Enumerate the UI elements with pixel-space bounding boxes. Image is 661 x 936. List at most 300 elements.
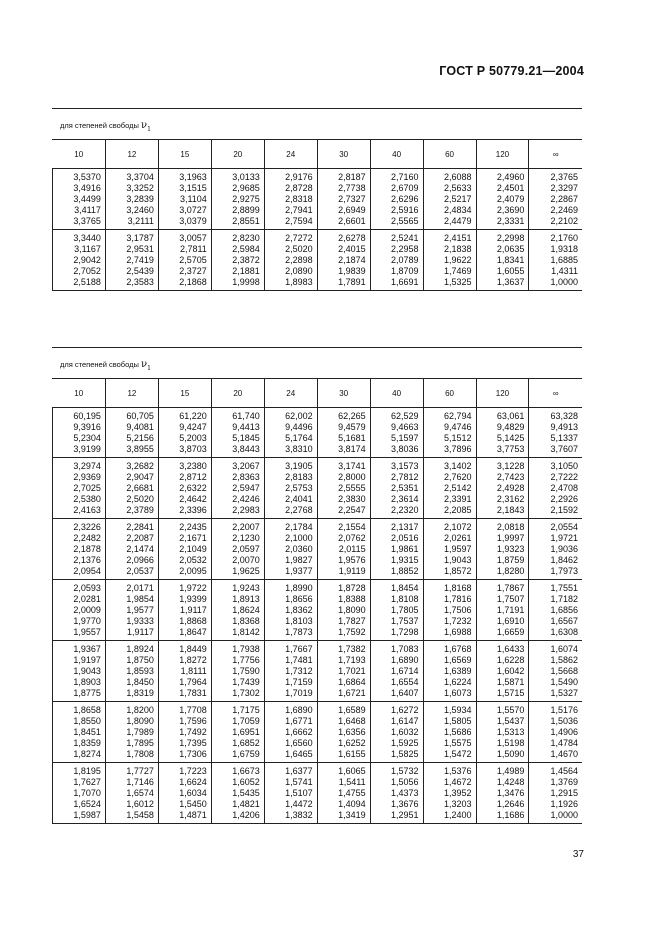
value: 1,6691 bbox=[391, 277, 419, 287]
value: 2,1868 bbox=[179, 277, 207, 287]
value: 2,2087 bbox=[126, 533, 154, 543]
value: 1,7831 bbox=[179, 688, 207, 698]
value: 2,4163 bbox=[73, 505, 101, 515]
value: 1,6073 bbox=[443, 688, 472, 698]
value: 3,1167 bbox=[74, 244, 101, 254]
value: 2,4834 bbox=[443, 205, 472, 215]
value: 2,5020 bbox=[285, 244, 313, 254]
value: 1,8388 bbox=[338, 594, 366, 604]
value: 1,5437 bbox=[496, 716, 525, 726]
value: 1,7989 bbox=[126, 727, 154, 737]
value: 1,6890 bbox=[391, 655, 419, 665]
value: 1,7175 bbox=[232, 705, 260, 715]
value: 2,9176 bbox=[285, 172, 313, 182]
value: 1,6856 bbox=[550, 605, 578, 615]
value: 1,6034 bbox=[179, 788, 207, 798]
value-cell bbox=[264, 580, 317, 641]
value: 2,1881 bbox=[232, 266, 260, 276]
value: 1,0000 bbox=[550, 277, 578, 287]
value: 1,6673 bbox=[232, 766, 260, 776]
column-header: 10 bbox=[53, 379, 106, 408]
value: 2,0597 bbox=[232, 544, 260, 554]
value-cell bbox=[105, 519, 158, 580]
value-cell bbox=[476, 763, 529, 824]
value-cell bbox=[476, 702, 529, 763]
value: 9,3916 bbox=[73, 422, 101, 432]
value-cell bbox=[529, 641, 582, 702]
value: 1,9997 bbox=[496, 533, 525, 543]
value: 2,4708 bbox=[550, 483, 578, 493]
value: 1,9117 bbox=[127, 627, 154, 637]
value: 2,8712 bbox=[179, 472, 207, 482]
value-cell bbox=[105, 580, 158, 641]
value: 2,5984 bbox=[232, 244, 260, 254]
value-cell bbox=[317, 408, 370, 458]
value: 1,8090 bbox=[338, 605, 366, 615]
f-distribution-table-bottom bbox=[52, 347, 582, 824]
value: 2,0966 bbox=[126, 555, 154, 565]
value: 1,8274 bbox=[73, 749, 101, 759]
value: 3,3440 bbox=[73, 233, 101, 243]
value: 1,7232 bbox=[443, 616, 472, 626]
value: 2,2958 bbox=[391, 244, 419, 254]
value: 2,4928 bbox=[496, 483, 525, 493]
value: 2,5565 bbox=[391, 216, 419, 226]
value: 2,8230 bbox=[232, 233, 260, 243]
value: 2,3789 bbox=[126, 505, 154, 515]
value: 2,4246 bbox=[232, 494, 260, 504]
value: 1,9315 bbox=[391, 555, 419, 565]
value: 2,0532 bbox=[179, 555, 207, 565]
value: 1,1926 bbox=[550, 799, 578, 809]
value: 1,6308 bbox=[550, 627, 578, 637]
value: 1,7708 bbox=[179, 705, 207, 715]
value: 2,8318 bbox=[285, 194, 313, 204]
value: 1,7895 bbox=[126, 738, 154, 748]
value: 2,2482 bbox=[73, 533, 101, 543]
value: 2,5351 bbox=[391, 483, 419, 493]
column-header: 20 bbox=[211, 140, 264, 169]
value: 1,6759 bbox=[232, 749, 260, 759]
column-header: 20 bbox=[211, 379, 264, 408]
value: 1,7816 bbox=[443, 594, 472, 604]
value: 3,3765 bbox=[73, 216, 101, 226]
value: 1,6032 bbox=[391, 727, 419, 737]
value: 2,1671 bbox=[179, 533, 207, 543]
value: 2,2983 bbox=[232, 505, 260, 515]
value: 1,6624 bbox=[179, 777, 207, 787]
value: 2,1843 bbox=[496, 505, 525, 515]
value: 1,5376 bbox=[443, 766, 472, 776]
value: 1,6771 bbox=[285, 716, 313, 726]
value: 1,8195 bbox=[73, 766, 101, 776]
value: 2,9685 bbox=[232, 183, 260, 193]
value: 2,9531 bbox=[126, 244, 154, 254]
value: 1,3676 bbox=[391, 799, 419, 809]
value: 1,5805 bbox=[443, 716, 472, 726]
value: 1,5825 bbox=[391, 749, 419, 759]
value-cell bbox=[423, 702, 476, 763]
value: 1,8759 bbox=[496, 555, 525, 565]
value: 1,2915 bbox=[550, 788, 578, 798]
value: 1,7302 bbox=[232, 688, 260, 698]
value: 1,1686 bbox=[496, 810, 525, 820]
value: 2,1592 bbox=[550, 505, 578, 515]
value: 3,2067 bbox=[232, 461, 260, 471]
value: 1,6768 bbox=[443, 644, 472, 654]
value: 2,5188 bbox=[73, 277, 101, 287]
value-group-row bbox=[53, 458, 583, 519]
value: 2,4079 bbox=[496, 194, 525, 204]
value: 2,0261 bbox=[443, 533, 472, 543]
value: 3,7607 bbox=[550, 444, 578, 454]
value-cell bbox=[158, 580, 211, 641]
value-cell bbox=[529, 702, 582, 763]
value: 1,4784 bbox=[550, 738, 578, 748]
value: 1,8341 bbox=[496, 255, 525, 265]
value-cell bbox=[370, 169, 423, 230]
value: 1,2951 bbox=[391, 810, 419, 820]
value: 1,6574 bbox=[126, 788, 154, 798]
value: 1,2400 bbox=[443, 810, 472, 820]
value: 2,1554 bbox=[338, 522, 366, 532]
value: 3,2111 bbox=[127, 216, 154, 226]
value: 1,6052 bbox=[232, 777, 260, 787]
value: 1,9839 bbox=[338, 266, 366, 276]
value-cell bbox=[370, 458, 423, 519]
value: 2,6949 bbox=[338, 205, 366, 215]
value: 1,7592 bbox=[338, 627, 366, 637]
value: 2,2007 bbox=[232, 522, 260, 532]
column-header: 24 bbox=[264, 140, 317, 169]
value: 1,9577 bbox=[126, 605, 154, 615]
value: 2,1760 bbox=[550, 233, 578, 243]
value: 1,7492 bbox=[179, 727, 207, 737]
value: 3,5370 bbox=[73, 172, 101, 182]
value: 1,8142 bbox=[232, 627, 260, 637]
value: 2,7419 bbox=[126, 255, 154, 265]
value: 1,9827 bbox=[285, 555, 313, 565]
value: 1,5458 bbox=[126, 810, 154, 820]
value-cell bbox=[264, 519, 317, 580]
value: 1,6524 bbox=[73, 799, 101, 809]
column-header: 60 bbox=[423, 140, 476, 169]
value: 1,5327 bbox=[550, 688, 578, 698]
value: 1,8852 bbox=[391, 566, 419, 576]
page-number: 37 bbox=[572, 849, 584, 860]
value: 1,8775 bbox=[73, 688, 101, 698]
value-cell bbox=[211, 408, 264, 458]
value: 61,740 bbox=[232, 411, 260, 421]
value: 1,6065 bbox=[338, 766, 366, 776]
value: 1,9036 bbox=[550, 544, 578, 554]
value: 1,8111 bbox=[180, 666, 207, 676]
value: 1,4094 bbox=[338, 799, 366, 809]
header-row bbox=[53, 379, 583, 408]
value: 3,1963 bbox=[179, 172, 207, 182]
value: 2,5217 bbox=[443, 194, 472, 204]
value: 2,4642 bbox=[179, 494, 207, 504]
value: 1,8108 bbox=[391, 594, 419, 604]
value-cell bbox=[529, 519, 582, 580]
value-cell bbox=[423, 408, 476, 458]
value: 2,8728 bbox=[285, 183, 313, 193]
value: 1,5925 bbox=[391, 738, 419, 748]
value: 2,1072 bbox=[443, 522, 472, 532]
value: 1,6910 bbox=[496, 616, 525, 626]
value: 2,3226 bbox=[73, 522, 101, 532]
value: 2,6296 bbox=[391, 194, 419, 204]
value: 1,3952 bbox=[443, 788, 472, 798]
value: 1,7070 bbox=[73, 788, 101, 798]
value: 1,3637 bbox=[496, 277, 525, 287]
value: 1,6951 bbox=[232, 727, 260, 737]
value: 2,3391 bbox=[443, 494, 472, 504]
value: 1,7938 bbox=[232, 644, 260, 654]
value: 1,8656 bbox=[285, 594, 313, 604]
value: 1,7590 bbox=[232, 666, 260, 676]
value: 1,6252 bbox=[338, 738, 366, 748]
value: 9,4579 bbox=[338, 422, 366, 432]
value: 2,3765 bbox=[550, 172, 578, 182]
value-cell bbox=[53, 702, 106, 763]
value: 2,6088 bbox=[443, 172, 472, 182]
value: 1,9722 bbox=[179, 583, 207, 593]
value-cell bbox=[211, 458, 264, 519]
value: 1,2646 bbox=[496, 799, 525, 809]
value-cell bbox=[476, 580, 529, 641]
nu1-symbol: $\nu_1$ bbox=[140, 359, 151, 372]
value: 2,7052 bbox=[73, 266, 101, 276]
value: 5,1845 bbox=[232, 433, 260, 443]
value: 1,8449 bbox=[179, 644, 207, 654]
value: 1,6721 bbox=[338, 688, 366, 698]
value-cell bbox=[211, 763, 264, 824]
value: 1,6714 bbox=[391, 666, 419, 676]
value: 2,0171 bbox=[126, 583, 154, 593]
value: 1,7159 bbox=[285, 677, 313, 687]
value: 2,0554 bbox=[550, 522, 578, 532]
value-cell bbox=[158, 519, 211, 580]
value: 1,4906 bbox=[550, 727, 578, 737]
value: 1,7146 bbox=[126, 777, 154, 787]
value: 1,7891 bbox=[338, 277, 366, 287]
value: 1,4311 bbox=[551, 266, 578, 276]
value: 1,3419 bbox=[338, 810, 366, 820]
column-header: 24 bbox=[264, 379, 317, 408]
value: 61,220 bbox=[179, 411, 207, 421]
value: 2,2998 bbox=[496, 233, 525, 243]
value: 1,9318 bbox=[550, 244, 578, 254]
value: 2,7025 bbox=[73, 483, 101, 493]
value: 1,8709 bbox=[391, 266, 419, 276]
value: 1,7306 bbox=[179, 749, 207, 759]
value: 2,2435 bbox=[179, 522, 207, 532]
value: 1,6864 bbox=[338, 677, 366, 687]
value: 3,1515 bbox=[179, 183, 207, 193]
value: 1,7019 bbox=[285, 688, 313, 698]
value: 1,7059 bbox=[232, 716, 260, 726]
value: 62,529 bbox=[391, 411, 419, 421]
value: 3,2839 bbox=[126, 194, 154, 204]
value-cell bbox=[423, 519, 476, 580]
value-cell bbox=[158, 763, 211, 824]
value: 1,5313 bbox=[496, 727, 525, 737]
value: 3,0379 bbox=[179, 216, 207, 226]
value: 3,8174 bbox=[338, 444, 366, 454]
document-code: ГОСТ Р 50779.21—2004 bbox=[439, 64, 584, 78]
caption-text: для степеней свободы bbox=[60, 360, 139, 369]
value: 9,4413 bbox=[232, 422, 260, 432]
value: 1,5490 bbox=[550, 677, 578, 687]
value: 2,1874 bbox=[338, 255, 366, 265]
value: 9,4913 bbox=[550, 422, 578, 432]
value: 1,5570 bbox=[496, 705, 525, 715]
value: 1,5198 bbox=[496, 738, 525, 748]
value: 1,8990 bbox=[285, 583, 313, 593]
value-cell bbox=[53, 408, 106, 458]
value: 1,7481 bbox=[285, 655, 313, 665]
value: 2,2085 bbox=[443, 505, 472, 515]
value: 1,9243 bbox=[232, 583, 260, 593]
value: 1,4670 bbox=[550, 749, 578, 759]
value-cell bbox=[53, 458, 106, 519]
value: 3,1905 bbox=[285, 461, 313, 471]
nu1-symbol: $\nu_1$ bbox=[140, 120, 151, 133]
value: 1,5090 bbox=[496, 749, 525, 759]
value: 2,0537 bbox=[126, 566, 154, 576]
value: 2,0281 bbox=[73, 594, 101, 604]
value: 1,9043 bbox=[73, 666, 101, 676]
value: 1,9377 bbox=[285, 566, 313, 576]
value-cell bbox=[211, 702, 264, 763]
value: 1,6012 bbox=[126, 799, 154, 809]
value-cell bbox=[53, 763, 106, 824]
value: 2,4960 bbox=[496, 172, 525, 182]
header-row bbox=[53, 140, 583, 169]
value: 1,6852 bbox=[232, 738, 260, 748]
value: 1,8647 bbox=[179, 627, 207, 637]
value: 1,8319 bbox=[126, 688, 154, 698]
value-cell bbox=[370, 580, 423, 641]
value: 2,9042 bbox=[73, 255, 101, 265]
f-distribution-table-top bbox=[52, 108, 582, 291]
value: 2,7222 bbox=[550, 472, 578, 482]
column-header: 40 bbox=[370, 379, 423, 408]
value: 2,8363 bbox=[232, 472, 260, 482]
value: 1,6272 bbox=[391, 705, 419, 715]
value-group-row bbox=[53, 763, 583, 824]
column-header: 40 bbox=[370, 140, 423, 169]
value: 2,8000 bbox=[338, 472, 366, 482]
value: 3,2682 bbox=[126, 461, 154, 471]
value: 1,8593 bbox=[126, 666, 154, 676]
value: 2,3331 bbox=[496, 216, 525, 226]
value: 1,5987 bbox=[73, 810, 101, 820]
value-cell bbox=[105, 702, 158, 763]
value: 1,7596 bbox=[179, 716, 207, 726]
value: 1,0000 bbox=[550, 810, 578, 820]
value: 1,8868 bbox=[179, 616, 207, 626]
value: 2,8551 bbox=[232, 216, 260, 226]
value: 2,3830 bbox=[338, 494, 366, 504]
value: 2,6322 bbox=[179, 483, 207, 493]
value: 2,3297 bbox=[550, 183, 578, 193]
value-cell bbox=[158, 408, 211, 458]
value: 2,7811 bbox=[179, 244, 207, 254]
value-cell bbox=[423, 458, 476, 519]
value: 2,3727 bbox=[179, 266, 207, 276]
value: 1,7507 bbox=[496, 594, 525, 604]
value: 2,0009 bbox=[73, 605, 101, 615]
value-cell bbox=[370, 641, 423, 702]
value: 2,2102 bbox=[550, 216, 578, 226]
value: 2,5633 bbox=[443, 183, 472, 193]
value-group-row bbox=[53, 580, 583, 641]
value: 1,6407 bbox=[391, 688, 419, 698]
value: 62,265 bbox=[338, 411, 366, 421]
value: 1,8624 bbox=[232, 605, 260, 615]
value: 3,7896 bbox=[443, 444, 472, 454]
value: 2,5142 bbox=[443, 483, 472, 493]
value: 1,4672 bbox=[443, 777, 472, 787]
value: 3,0057 bbox=[179, 233, 207, 243]
value: 2,5439 bbox=[126, 266, 154, 276]
value: 2,1317 bbox=[391, 522, 419, 532]
value: 1,3476 bbox=[496, 788, 525, 798]
value: 1,7298 bbox=[391, 627, 419, 637]
value-cell bbox=[423, 580, 476, 641]
value: 3,4117 bbox=[74, 205, 101, 215]
value-group-row bbox=[53, 230, 583, 291]
value: 5,2304 bbox=[73, 433, 101, 443]
value: 2,0954 bbox=[73, 566, 101, 576]
value: 2,3583 bbox=[126, 277, 154, 287]
value: 1,5871 bbox=[496, 677, 525, 687]
values-table bbox=[52, 379, 582, 824]
value: 2,8183 bbox=[285, 472, 313, 482]
value: 2,0516 bbox=[391, 533, 419, 543]
value: 1,7727 bbox=[126, 766, 154, 776]
column-header: ∞ bbox=[529, 379, 582, 408]
value: 1,8451 bbox=[73, 727, 101, 737]
value: 3,8036 bbox=[391, 444, 419, 454]
value-group-row bbox=[53, 519, 583, 580]
value-cell bbox=[529, 169, 582, 230]
value: 1,9323 bbox=[496, 544, 525, 554]
value-cell bbox=[476, 458, 529, 519]
value: 9,4663 bbox=[391, 422, 419, 432]
value: 1,9721 bbox=[550, 533, 578, 543]
value: 1,6885 bbox=[550, 255, 578, 265]
value: 2,2898 bbox=[285, 255, 313, 265]
value: 1,5732 bbox=[391, 766, 419, 776]
column-header: 120 bbox=[476, 379, 529, 408]
value: 2,1838 bbox=[443, 244, 472, 254]
value: 2,1784 bbox=[285, 522, 313, 532]
value: 1,4472 bbox=[285, 799, 313, 809]
value: 1,7964 bbox=[179, 677, 207, 687]
value-cell bbox=[264, 641, 317, 702]
value: 2,4501 bbox=[496, 183, 525, 193]
value-cell bbox=[264, 763, 317, 824]
value: 2,7272 bbox=[285, 233, 313, 243]
value: 2,8899 bbox=[232, 205, 260, 215]
value: 1,6589 bbox=[338, 705, 366, 715]
value: 5,1512 bbox=[443, 433, 472, 443]
value: 1,5686 bbox=[443, 727, 472, 737]
value-cell bbox=[264, 702, 317, 763]
